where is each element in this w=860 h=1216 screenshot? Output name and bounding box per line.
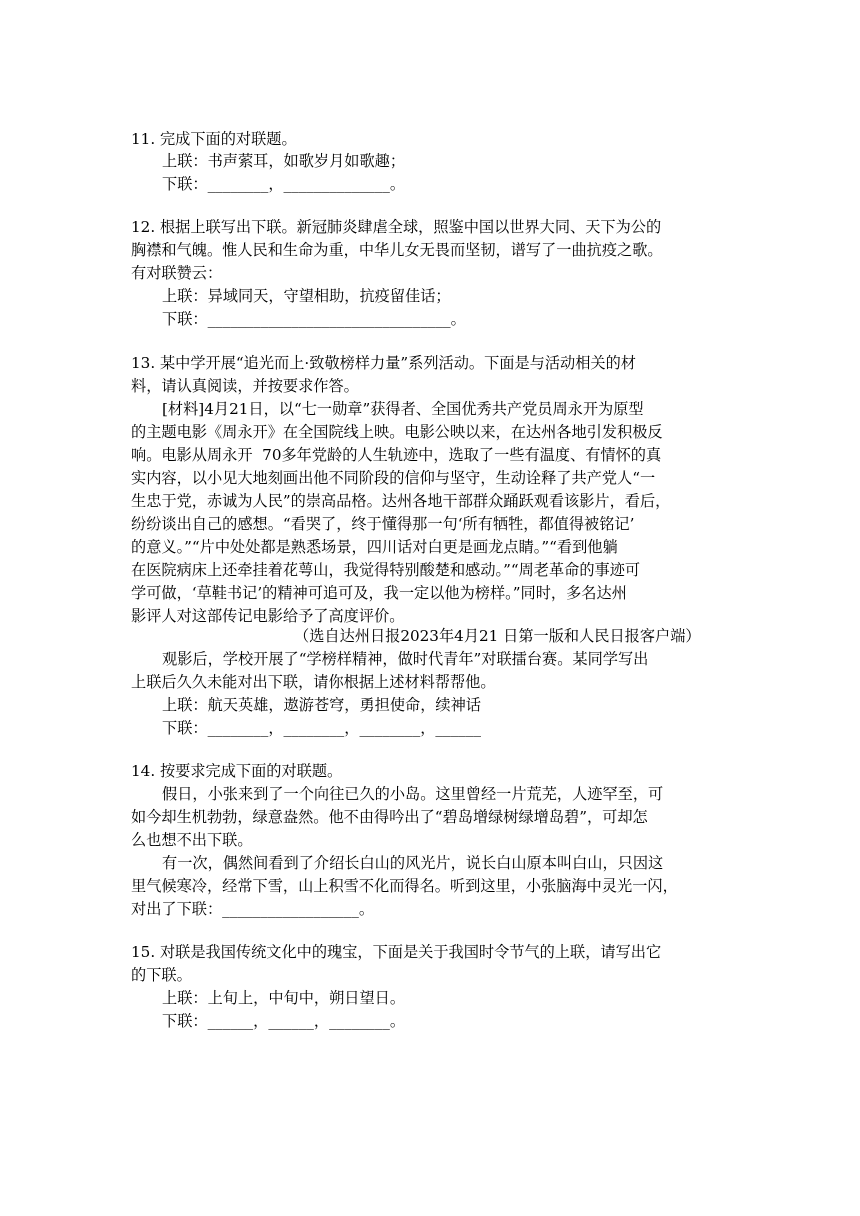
question-12-line: 胸襟和气魄。惟人民和生命为重，中华儿女无畏而坚韧，谱写了一曲抗疫之歌。 xyxy=(131,241,663,259)
question-13-upper-couplet: 上联：航天英雄，遨游苍穹，勇担使命，续神话 xyxy=(162,696,481,714)
question-13-title: 13. 某中学开展“追光而上·致敬榜样力量”系列活动。下面是与活动相关的材 xyxy=(131,354,636,372)
question-13-material-line: [材料]4月21日，以“七一勋章”获得者、全国优秀共产党员周永开为原型 xyxy=(162,400,644,418)
question-12-lower-couplet-blank: 下联：________________________________。 xyxy=(162,310,466,328)
question-13-line: 料，请认真阅读，并按要求作答。 xyxy=(131,377,359,395)
question-12-title: 12. 根据上联写出下联。新冠肺炎肆虐全球，照鉴中国以世界大同、天下为公的 xyxy=(131,218,662,236)
question-13-material-line: 在医院病床上还牵挂着花萼山，我觉得特别酸楚和感动。”“周老革命的事迹可 xyxy=(131,561,641,579)
question-13-prompt-line: 上联后久久未能对出下联，请你根据上述材料帮帮他。 xyxy=(131,673,496,691)
question-15-line: 的下联。 xyxy=(131,966,192,984)
question-14-line: 假日，小张来到了一个向往已久的小岛。这里曾经一片荒芜，人迹罕至，可 xyxy=(162,785,664,803)
question-12-upper-couplet: 上联：异域同天，守望相助，抗疫留佳话； xyxy=(162,287,451,305)
question-14-line: 么也想不出下联。 xyxy=(131,831,253,849)
question-11-title: 11. 完成下面的对联题。 xyxy=(131,130,297,148)
question-11-lower-couplet-blank: 下联：________，______________。 xyxy=(162,175,405,193)
question-13-material-line: 实内容，以小见大地刻画出他不同阶段的信仰与坚守，生动诠释了共产党人“一 xyxy=(131,469,656,487)
question-13-material-line: 响。电影从周永开 70多年党龄的人生轨迹中，选取了一些有温度、有情怀的真 xyxy=(131,446,662,464)
question-14-title: 14. 按要求完成下面的对联题。 xyxy=(131,762,343,780)
question-13-prompt-line: 观影后，学校开展了“学榜样精神，做时代青年”对联擂台赛。某同学写出 xyxy=(162,650,649,668)
question-13-material-line: 的意义。”“片中处处都是熟悉场景，四川话对白更是画龙点睛。”“看到他躺 xyxy=(131,538,618,556)
question-12-line: 有对联赞云： xyxy=(131,264,223,282)
question-13-material-line: 影评人对这部传记电影给予了高度评价。 xyxy=(131,607,405,625)
question-14-line: 如今却生机勃勃，绿意盎然。他不由得吟出了“碧岛增绿树绿增岛碧”，可却怎 xyxy=(131,808,648,826)
question-14-line: 里气候寒冷，经常下雪，山上积雪不化而得名。听到这里，小张脑海中灵光一闪， xyxy=(131,877,678,895)
question-11-upper-couplet: 上联：书声萦耳，如歌岁月如歌趣； xyxy=(162,152,405,170)
question-13-material-line: 纷纷谈出自己的感想。“看哭了，终于懂得那一句‘所有牺牲，都值得被铭记’ xyxy=(131,515,635,533)
question-13-material-line: 学可做，‘草鞋书记’的精神可追可及，我一定以他为榜样。”同时，多名达州 xyxy=(131,584,627,602)
question-15-lower-couplet-blank: 下联：______，______，________。 xyxy=(162,1012,405,1030)
question-14-lower-couplet-blank: 对出了下联：__________________。 xyxy=(131,900,374,918)
question-13-source-citation: （选自达州日报2023年4月21 日第一版和人民日报客户端） xyxy=(294,627,701,645)
question-15-title: 15. 对联是我国传统文化中的瑰宝，下面是关于我国时令节气的上联，请写出它 xyxy=(131,943,662,961)
question-15-upper-couplet: 上联：上旬上，中旬中，朔日望日。 xyxy=(162,989,405,1007)
question-13-lower-couplet-blank: 下联：________，________，________，______ xyxy=(162,719,481,737)
question-13-material-line: 的主题电影《周永开》在全国院线上映。电影公映以来，在达州各地引发积极反 xyxy=(131,423,663,441)
question-13-material-line: 生忠于党，赤诚为人民”的崇高品格。达州各地干部群众踊跃观看该影片，看后， xyxy=(131,492,671,510)
question-14-line: 有一次，偶然间看到了介绍长白山的风光片，说长白山原本叫白山，只因这 xyxy=(162,854,664,872)
